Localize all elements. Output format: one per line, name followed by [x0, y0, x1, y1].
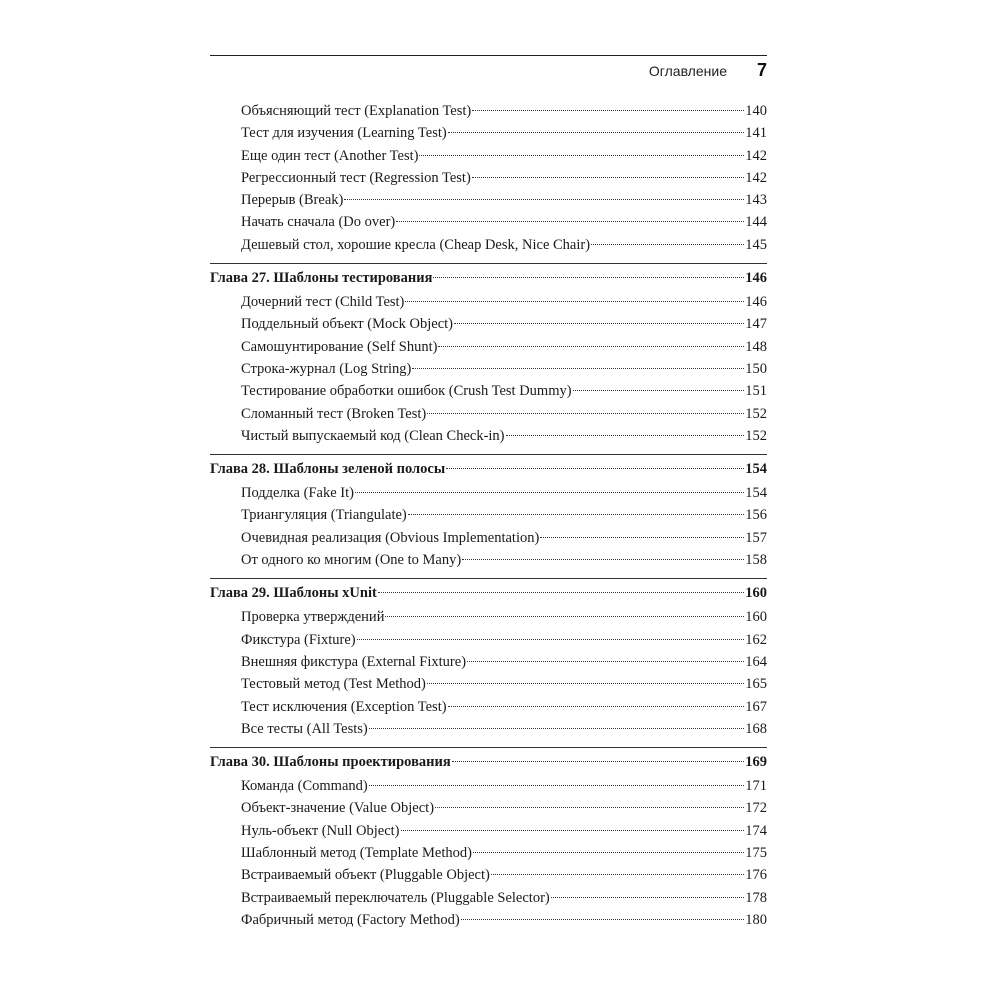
toc-entry[interactable]: [210, 845, 767, 867]
dot-leader: [427, 412, 744, 414]
entry-title: Подделка (Fake It): [241, 485, 354, 502]
dot-leader: [427, 682, 744, 684]
entry-title: Триангуляция (Triangulate): [241, 507, 407, 524]
entry-page: 141: [745, 125, 767, 142]
toc-entry[interactable]: [210, 699, 767, 721]
chapter-page: 154: [745, 461, 767, 478]
entry-title: Встраиваемый переключатель (Pluggable Selector): [241, 889, 550, 906]
toc-entry[interactable]: [210, 676, 767, 698]
entry-title: Строка-журнал (Log String): [241, 360, 412, 377]
chapter-title: Глава 27. Шаблоны тестирования: [210, 270, 433, 287]
dot-leader: [401, 829, 745, 831]
entry-page: 174: [745, 822, 767, 839]
entry-page: 176: [745, 867, 767, 884]
dot-leader: [461, 918, 745, 920]
entry-title: Проверка утверждений: [241, 609, 385, 626]
entry-title: Все тесты (All Tests): [241, 720, 368, 737]
toc-entry[interactable]: [210, 103, 767, 125]
entry-title: Шаблонный метод (Template Method): [241, 845, 472, 862]
toc-entry[interactable]: [210, 890, 767, 912]
chapter-page: 169: [745, 754, 767, 771]
entry-title: Внешняя фикстура (External Fixture): [241, 653, 467, 670]
dot-leader: [369, 784, 745, 786]
toc-entry[interactable]: [210, 125, 767, 147]
running-title: Оглавление: [648, 63, 727, 79]
entry-title: Регрессионный тест (Regression Test): [241, 169, 471, 186]
dot-leader: [344, 198, 744, 200]
entry-page: 156: [745, 507, 767, 524]
entry-title: Встраиваемый объект (Pluggable Object): [241, 867, 490, 884]
entry-page: 143: [745, 192, 767, 209]
entry-page: 160: [745, 609, 767, 626]
dot-leader: [473, 851, 744, 853]
chapter-heading[interactable]: [210, 264, 767, 294]
dot-leader: [438, 345, 744, 347]
dot-leader: [378, 591, 744, 593]
dot-leader: [448, 131, 745, 133]
entry-title: Еще один тест (Another Test): [241, 147, 419, 164]
dot-leader: [357, 638, 745, 640]
toc-entry[interactable]: [210, 867, 767, 889]
entry-page: 175: [745, 845, 767, 862]
entry-page: 147: [745, 316, 767, 333]
toc-entry[interactable]: [210, 485, 767, 507]
entry-page: 150: [745, 360, 767, 377]
running-head: [210, 60, 767, 80]
entry-page: 180: [745, 911, 767, 928]
dot-leader: [412, 367, 744, 369]
toc-chapter: [210, 454, 767, 578]
chapter-heading[interactable]: [210, 579, 767, 609]
entry-page: 145: [745, 236, 767, 253]
dot-leader: [452, 760, 745, 762]
toc-entry[interactable]: [210, 214, 767, 236]
entry-title: Тестовый метод (Test Method): [241, 676, 426, 693]
dot-leader: [454, 322, 744, 324]
chapter-title: Глава 29. Шаблоны xUnit: [210, 585, 377, 602]
entry-page: 152: [745, 405, 767, 422]
entry-page: 178: [745, 889, 767, 906]
dot-leader: [573, 389, 745, 391]
dot-leader: [591, 243, 744, 245]
dot-leader: [446, 467, 744, 469]
toc-entry[interactable]: [210, 316, 767, 338]
entry-title: Команда (Command): [241, 778, 368, 795]
toc-entry[interactable]: [210, 361, 767, 383]
entry-title: Фабричный метод (Factory Method): [241, 911, 460, 928]
toc-chapter: [210, 103, 767, 263]
entry-title: Объясняющий тест (Explanation Test): [241, 103, 472, 119]
entry-title: Тест для изучения (Learning Test): [241, 125, 447, 142]
entry-title: Тестирование обработки ошибок (Crush Test Dummy): [241, 383, 572, 400]
entry-page: 164: [745, 653, 767, 670]
entry-title: Начать сначала (Do over): [241, 214, 396, 231]
entry-title: Очевидная реализация (Obvious Implementation): [241, 529, 540, 546]
entry-page: 142: [745, 147, 767, 164]
entry-page: 144: [745, 214, 767, 231]
chapter-title: Глава 30. Шаблоны проектирования: [210, 754, 451, 771]
entry-title: Самошунтирование (Self Shunt): [241, 338, 438, 355]
entry-page: 142: [745, 169, 767, 186]
entry-page: 157: [745, 529, 767, 546]
toc-entry[interactable]: [210, 192, 767, 214]
entry-page: 152: [745, 427, 767, 444]
dot-leader: [462, 558, 744, 560]
entry-title: Фикстура (Fixture): [241, 631, 356, 648]
toc-entry[interactable]: [210, 552, 767, 574]
toc-entry[interactable]: [210, 339, 767, 361]
toc-entry[interactable]: [210, 800, 767, 822]
toc-entry[interactable]: [210, 294, 767, 316]
entry-page: 165: [745, 676, 767, 693]
entry-title: Дешевый стол, хорошие кресла (Cheap Desk, Nice Chair): [241, 236, 591, 253]
toc-entry[interactable]: [210, 383, 767, 405]
toc-entry[interactable]: [210, 721, 767, 743]
dot-leader: [355, 491, 744, 493]
toc-entry[interactable]: [210, 170, 767, 192]
chapter-heading[interactable]: [210, 455, 767, 485]
entry-title: От одного ко многим (One to Many): [241, 552, 462, 569]
toc-entry[interactable]: [210, 530, 767, 552]
toc-chapter: [210, 578, 767, 747]
dot-leader: [551, 896, 745, 898]
dot-leader: [472, 176, 744, 178]
chapter-heading[interactable]: [210, 748, 767, 778]
chapter-page: 146: [745, 270, 767, 287]
toc-entry[interactable]: [210, 632, 767, 654]
dot-leader: [408, 513, 744, 515]
chapter-spacer: [210, 934, 767, 938]
dot-leader: [435, 806, 744, 808]
entry-page: 151: [745, 383, 767, 400]
dot-leader: [540, 536, 744, 538]
entry-title: Чистый выпускаемый код (Clean Check-in): [241, 427, 505, 444]
entry-page: 148: [745, 338, 767, 355]
entry-title: Нуль-объект (Null Object): [241, 822, 400, 839]
entry-title: Объект-значение (Value Object): [241, 800, 435, 817]
chapter-title: Глава 28. Шаблоны зеленой полосы: [210, 461, 446, 478]
dot-leader: [433, 276, 744, 278]
toc-entry[interactable]: [210, 609, 767, 631]
toc-entry[interactable]: [210, 406, 767, 428]
dot-leader: [506, 434, 745, 436]
entry-title: Перерыв (Break): [241, 192, 344, 209]
toc-entry[interactable]: [210, 428, 767, 450]
dot-leader: [419, 154, 744, 156]
entry-page: 162: [745, 631, 767, 648]
toc-chapter: [210, 747, 767, 938]
dot-leader: [385, 615, 744, 617]
toc-entry[interactable]: [210, 912, 767, 934]
entry-page: 168: [745, 720, 767, 737]
entry-page: 171: [745, 778, 767, 795]
dot-leader: [467, 660, 744, 662]
dot-leader: [369, 727, 744, 729]
toc-entry[interactable]: [210, 148, 767, 170]
entry-title: Тест исключения (Exception Test): [241, 698, 447, 715]
table-of-contents: [210, 103, 767, 938]
toc-entry[interactable]: [210, 237, 767, 259]
entry-page: 154: [745, 485, 767, 502]
entry-page: 167: [745, 698, 767, 715]
entry-title: Поддельный объект (Mock Object): [241, 316, 454, 333]
entry-page: 172: [745, 800, 767, 817]
dot-leader: [448, 705, 745, 707]
entry-page: 140: [745, 103, 767, 119]
entry-title: Сломанный тест (Broken Test): [241, 405, 427, 422]
entry-page: 146: [745, 294, 767, 311]
toc-entry[interactable]: [210, 778, 767, 800]
entry-page: 158: [745, 552, 767, 569]
dot-leader: [396, 220, 744, 222]
dot-leader: [491, 873, 744, 875]
toc-chapter: [210, 263, 767, 454]
dot-leader: [472, 109, 744, 111]
toc-entry[interactable]: [210, 654, 767, 676]
dot-leader: [405, 300, 744, 302]
toc-entry[interactable]: [210, 507, 767, 529]
toc-entry[interactable]: [210, 823, 767, 845]
entry-title: Дочерний тест (Child Test): [241, 294, 405, 311]
page-number: 7: [756, 60, 767, 80]
header-rule: [210, 55, 767, 56]
chapter-page: 160: [745, 585, 767, 602]
